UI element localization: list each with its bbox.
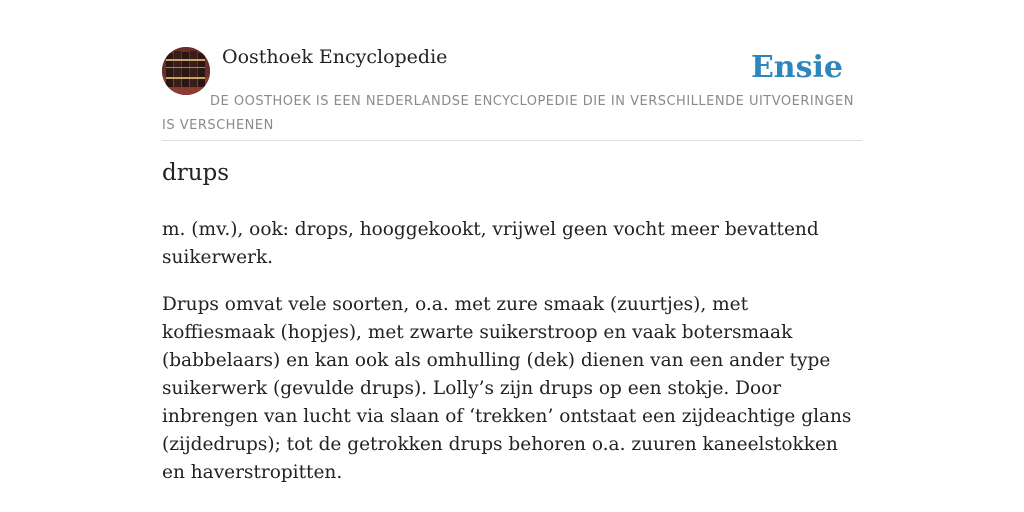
encyclopedia-books-icon[interactable] xyxy=(162,47,210,95)
source-title[interactable]: Oosthoek Encyclopedie xyxy=(222,46,448,68)
entry-paragraph: m. (mv.), ook: drops, hooggekookt, vrijwel geen vocht meer bevattend suikerwerk. xyxy=(162,219,819,268)
ensie-logo-link[interactable]: Ensie xyxy=(750,50,843,85)
source-header xyxy=(162,0,862,141)
page-content xyxy=(162,0,862,483)
entry-paragraph: Drups omvat vele soorten, o.a. met zure smaak (zuurtjes), met koffiesmaak (hopjes), met zwarte suikerstroop en vaak botersmaak (babbelaars) en kan ook als omhulling (dek) dienen van een ander type suikerwerk (gevulde drups). Lolly’s zijn drups op een stokje. Door inbrengen van lucht via slaan of ‘trekken’ ontstaat een zijdeachtige glans (zijdedrups); tot de getrokken drups behoren o.a. zuuren kaneelstokken en haverstropitten. xyxy=(162,294,852,483)
entry-title: drups xyxy=(162,160,230,186)
source-subtitle: DE OOSTHOEK IS EEN NEDERLANDSE ENCYCLOPEDIE DIE IN VERSCHILLENDE UITVOERINGEN IS VERSCHENEN xyxy=(162,94,854,133)
